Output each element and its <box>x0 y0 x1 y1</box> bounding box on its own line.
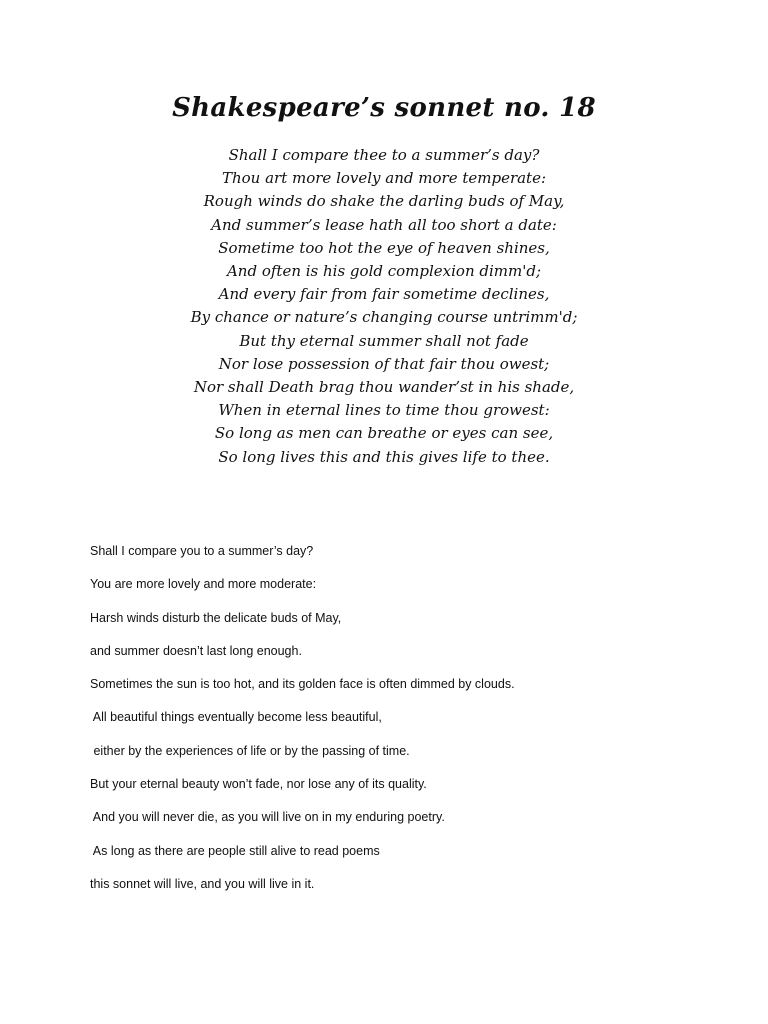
document-title: Shakespeare’s sonnet no. 18 <box>172 93 596 123</box>
paraphrase-line: As long as there are people still alive to read poems <box>90 843 380 858</box>
poem-line: Nor shall Death brag thou wander’st in his shade, <box>193 378 575 397</box>
paraphrase-line: All beautiful things eventually become less beautiful, <box>90 710 382 725</box>
paraphrase-line: You are more lovely and more moderate: <box>90 577 317 592</box>
poem-line: And often is his gold complexion dimm'd; <box>226 262 542 281</box>
paraphrase-line: But your eternal beauty won’t fade, nor lose any of its quality. <box>90 777 427 792</box>
poem-line: Shall I compare thee to a summer’s day? <box>228 146 540 164</box>
poem-line: So long as men can breathe or eyes can see, <box>214 424 554 443</box>
poem-line: Sometime too hot the eye of heaven shines, <box>218 238 550 257</box>
poem-line: Thou art more lovely and more temperate: <box>221 169 547 188</box>
sonnet-original-text <box>0 144 768 469</box>
sonnet-modern-paraphrase <box>90 543 730 909</box>
poem-line: By chance or nature’s changing course untrimm'd; <box>190 308 578 327</box>
paraphrase-line: this sonnet will live, and you will live in it. <box>90 876 315 891</box>
poem-line: Rough winds do shake the darling buds of May, <box>203 192 565 211</box>
poem-line: And summer’s lease hath all too short a date: <box>211 215 557 234</box>
poem-line: And every fair from fair sometime declines, <box>218 285 550 304</box>
paraphrase-line: Harsh winds disturb the delicate buds of May, <box>90 610 342 625</box>
paraphrase-line: and summer doesn’t last long enough. <box>90 643 302 658</box>
poem-line: But thy eternal summer shall not fade <box>239 331 529 350</box>
poem-line: So long lives this and this gives life to thee. <box>218 447 550 466</box>
paraphrase-line: And you will never die, as you will live on in my enduring poetry. <box>90 810 445 825</box>
paraphrase-line: Shall I compare you to a summer’s day? <box>90 544 314 558</box>
paraphrase-line: Sometimes the sun is too hot, and its golden face is often dimmed by clouds. <box>90 677 515 692</box>
poem-line: Nor lose possession of that fair thou owest; <box>218 354 550 373</box>
poem-line: When in eternal lines to time thou growest: <box>218 401 550 420</box>
paraphrase-line: either by the experiences of life or by the passing of time. <box>90 743 410 758</box>
